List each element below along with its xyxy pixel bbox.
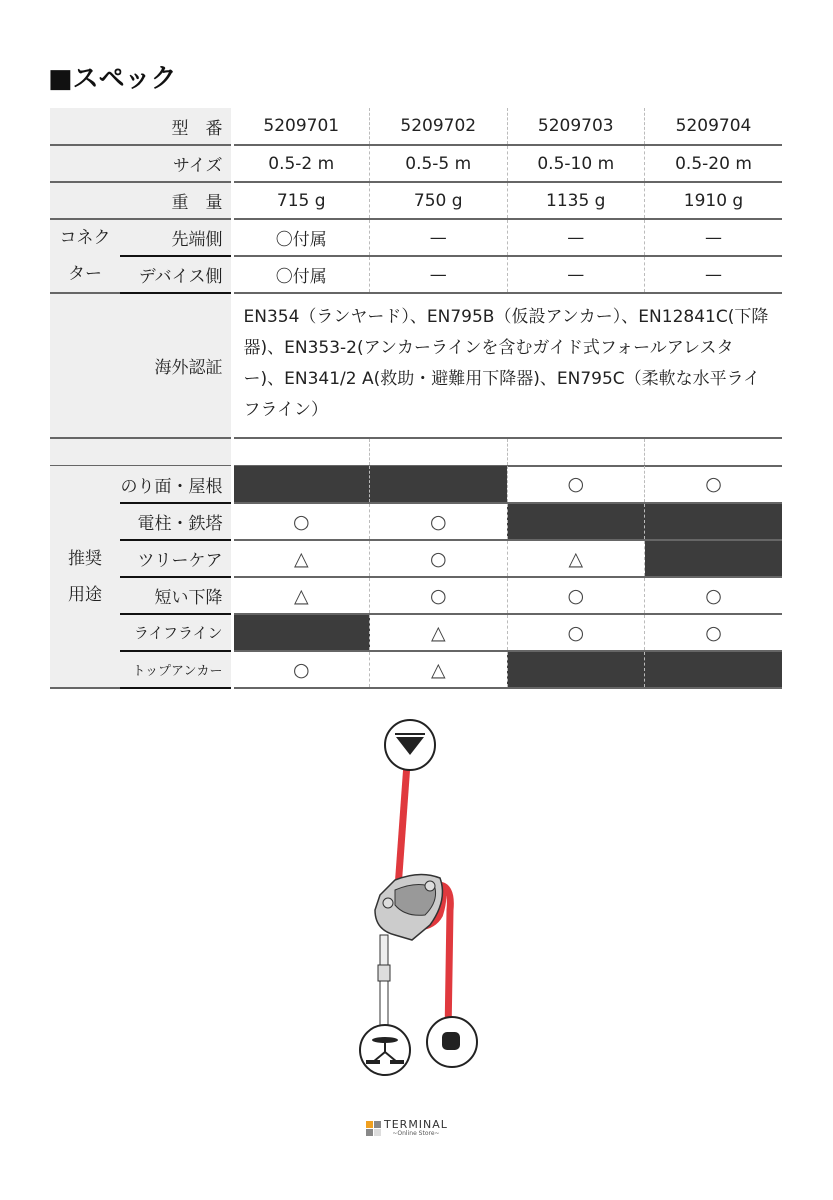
cell: — (645, 256, 783, 293)
not-applicable-cell (645, 540, 783, 577)
row-label: 先端側 (120, 219, 232, 256)
table-row (50, 108, 782, 145)
cell: 1910 g (645, 182, 783, 219)
section-title: ■スペック (48, 64, 177, 94)
rating-cell: ○ (232, 503, 370, 540)
row-label: ツリーケア (120, 540, 232, 577)
harness-icon (360, 1025, 410, 1075)
row-label: デバイス側 (120, 256, 232, 293)
cell: — (370, 219, 508, 256)
rating-cell: ○ (645, 466, 783, 503)
cell: 0.5-10 m (507, 145, 645, 182)
rating-cell: ○ (507, 577, 645, 614)
table-row (50, 219, 782, 256)
row-label: ライフライン (120, 614, 232, 651)
row-label: 電柱・鉄塔 (120, 503, 232, 540)
cell: 5209703 (507, 108, 645, 145)
cell: 5209704 (645, 108, 783, 145)
rating-cell: ○ (232, 651, 370, 688)
table-row (50, 466, 782, 503)
terminal-logo (366, 1120, 448, 1137)
rating-cell: ○ (507, 614, 645, 651)
cell: 1135 g (507, 182, 645, 219)
cell: 0.5-5 m (370, 145, 508, 182)
row-label: 型 番 (50, 108, 232, 145)
table-row (50, 256, 782, 293)
cell: — (507, 219, 645, 256)
row-label: のり面・屋根 (120, 466, 232, 503)
rating-cell: △ (232, 540, 370, 577)
not-applicable-cell (645, 651, 783, 688)
logo-tagline: ~Online Store~ (392, 1130, 440, 1137)
spacer-row (50, 438, 782, 466)
rating-cell: △ (370, 614, 508, 651)
table-row (50, 293, 782, 438)
usage-group-label: 推奨用途 (50, 466, 120, 688)
cell: 0.5-2 m (232, 145, 370, 182)
not-applicable-cell (507, 651, 645, 688)
rating-cell: △ (507, 540, 645, 577)
cell: — (370, 256, 508, 293)
not-applicable-cell (370, 466, 508, 503)
not-applicable-cell (232, 466, 370, 503)
cell: 750 g (370, 182, 508, 219)
descender-device-icon (375, 874, 442, 940)
hand-brake-icon (427, 1017, 477, 1067)
table-row (50, 503, 782, 540)
row-label: 短い下降 (120, 577, 232, 614)
cell: 5209701 (232, 108, 370, 145)
table-row (50, 540, 782, 577)
rating-cell: ○ (507, 466, 645, 503)
rating-cell: ○ (645, 614, 783, 651)
table-row (50, 614, 782, 651)
row-label: 重 量 (50, 182, 232, 219)
row-label: 海外認証 (50, 293, 232, 438)
not-applicable-cell (645, 503, 783, 540)
cell: 0.5-20 m (645, 145, 783, 182)
table-row (50, 182, 782, 219)
connector-group-label: コネクター (50, 219, 120, 293)
table-row (50, 651, 782, 688)
rating-cell: ○ (370, 577, 508, 614)
rating-cell: ○ (370, 540, 508, 577)
not-applicable-cell (507, 503, 645, 540)
spec-table (50, 108, 782, 467)
table-row (50, 577, 782, 614)
cert-text: EN354（ランヤード）、EN795B（仮設アンカー）、EN12841C(下降器)、EN353-2(アンカーラインを含むガイド式フォールアレスター)、EN341/2 A(救助・避難用下降器)、EN795C（柔軟な水平ライフライン） (232, 293, 782, 438)
cell: — (507, 256, 645, 293)
rating-cell: △ (232, 577, 370, 614)
not-applicable-cell (232, 614, 370, 651)
cell: 〇付属 (232, 256, 370, 293)
row-label: サイズ (50, 145, 232, 182)
anchor-icon (385, 720, 435, 770)
cell: 〇付属 (232, 219, 370, 256)
rating-cell: ○ (645, 577, 783, 614)
rating-cell: ○ (370, 503, 508, 540)
cell: 715 g (232, 182, 370, 219)
logo-name: TERMINAL (384, 1118, 448, 1131)
row-label: トップアンカー (120, 651, 232, 688)
table-row (50, 145, 782, 182)
cell: — (645, 219, 783, 256)
device-illustration (340, 710, 500, 1100)
usage-table (50, 466, 782, 689)
rating-cell: △ (370, 651, 508, 688)
cell: 5209702 (370, 108, 508, 145)
logo-mark-icon (366, 1121, 381, 1136)
